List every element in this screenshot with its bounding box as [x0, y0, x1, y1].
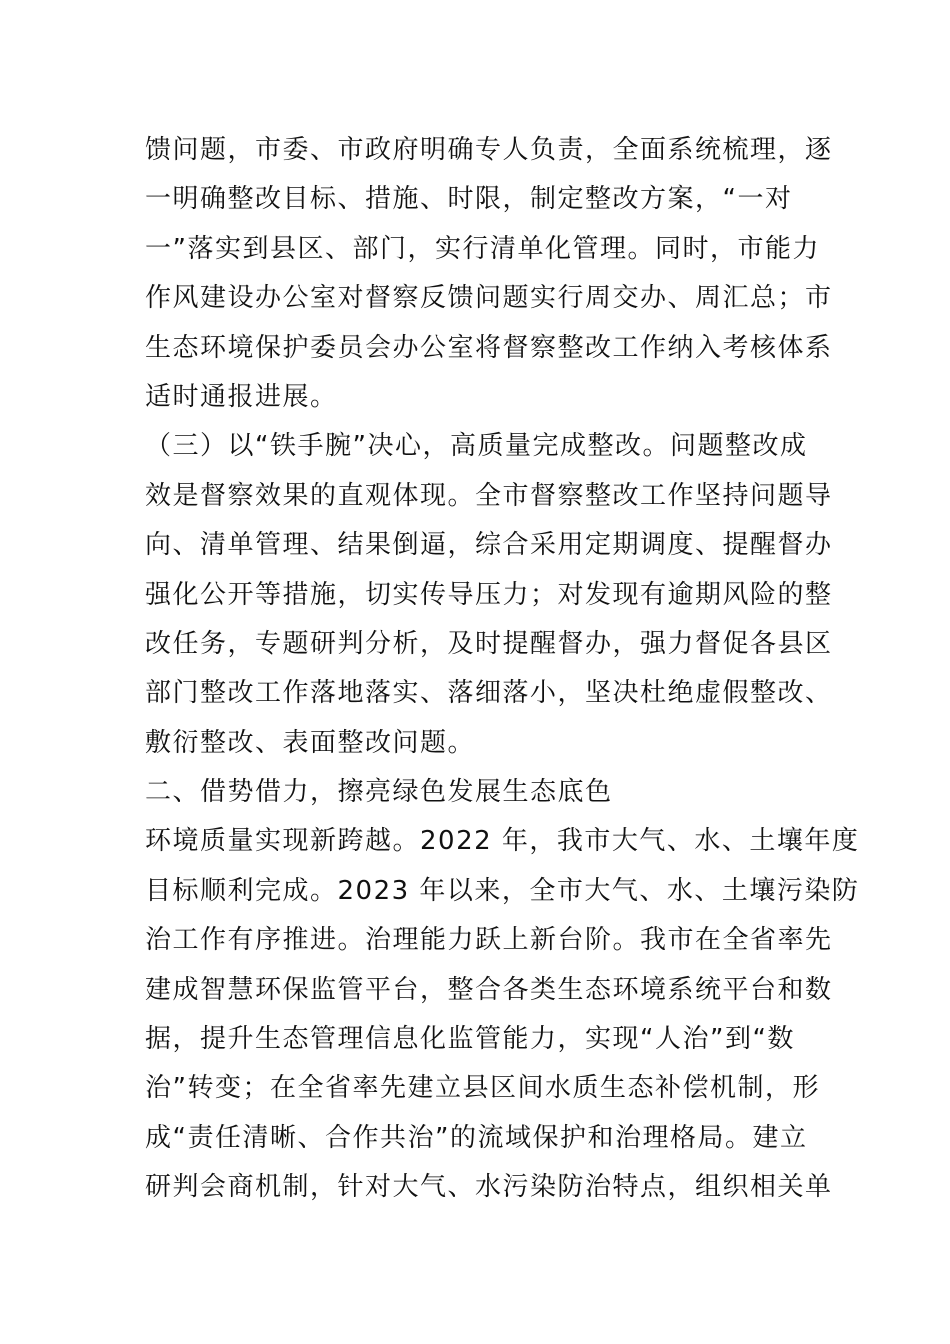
text-line: 建成智慧环保监管平台，整合各类生态环境系统平台和数	[145, 974, 833, 1005]
text-line: 目标顺利完成。2023 年以来，全市大气、水、土壤污染防	[145, 875, 860, 906]
text-line: 一明确整改目标、措施、时限，制定整改方案，“一对	[145, 184, 793, 215]
text-line: 作风建设办公室对督察反馈问题实行周交办、周汇总；市	[145, 283, 833, 314]
text-line: 生态环境保护委员会办公室将督察整改工作纳入考核体系	[145, 332, 833, 363]
text-line: 部门整改工作落地落实、落细落小，坚决杜绝虚假整改、	[145, 678, 833, 709]
text-line: 适时通报进展。	[145, 381, 338, 412]
text-line: 环境质量实现新跨越。2022 年，我市大气、水、土壤年度	[145, 826, 860, 857]
text-line: 一”落实到县区、部门，实行清单化管理。同时，市能力	[145, 233, 820, 264]
text-line: 改任务，专题研判分析，及时提醒督办，强力督促各县区	[145, 628, 833, 659]
text-line: 据，提升生态管理信息化监管能力，实现“人治”到“数	[145, 1024, 795, 1055]
body-text	[145, 126, 860, 1213]
text-line: 成“责任清晰、合作共治”的流域保护和治理格局。建立	[145, 1122, 808, 1153]
text-line: 馈问题，市委、市政府明确专人负责，全面系统梳理，逐	[145, 135, 833, 165]
text-line: 效是督察效果的直观体现。全市督察整改工作坚持问题导	[145, 480, 833, 511]
section-heading-3: （三）以“铁手腕”决心，高质量完成整改。问题整改成	[145, 431, 808, 462]
text-line: 敷衍整改、表面整改问题。	[145, 727, 476, 758]
text-line: 向、清单管理、结果倒逼，综合采用定期调度、提醒督办	[145, 530, 833, 561]
text-line: 治”转变；在全省率先建立县区间水质生态补偿机制，形	[145, 1073, 820, 1104]
text-line: 强化公开等措施，切实传导压力；对发现有逾期风险的整	[145, 579, 833, 610]
section-heading-2: 二、借势借力，擦亮绿色发展生态底色	[145, 777, 613, 808]
text-line: 治工作有序推进。治理能力跃上新台阶。我市在全省率先	[145, 925, 833, 956]
text-line: 研判会商机制，针对大气、水污染防治特点，组织相关单	[145, 1172, 833, 1203]
